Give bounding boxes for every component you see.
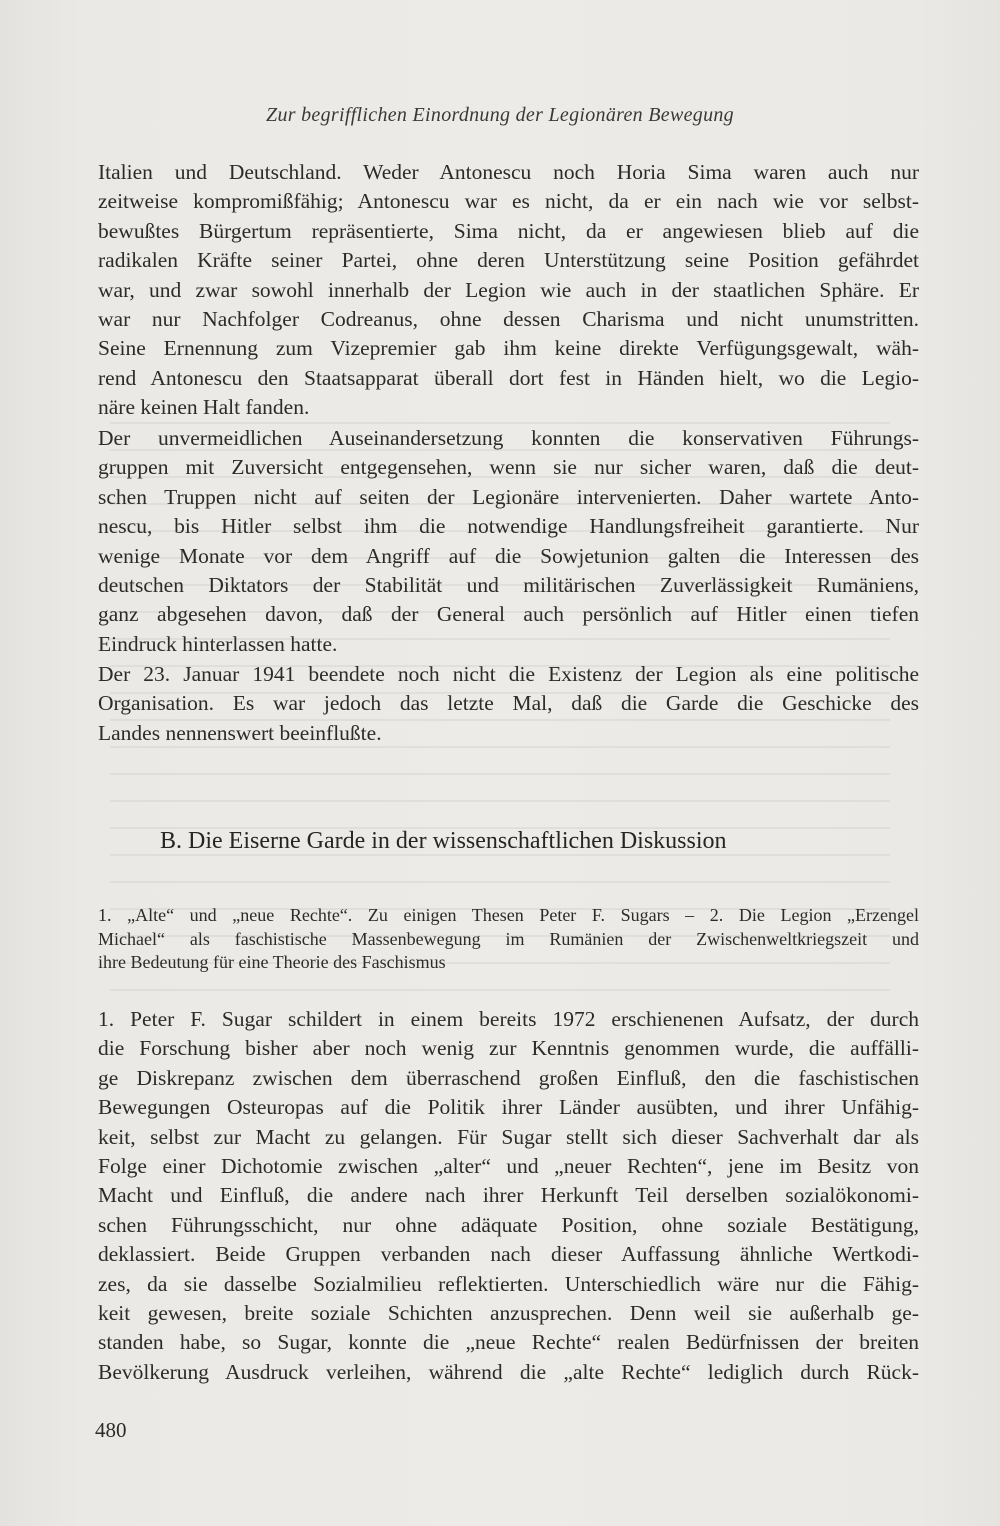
text-line: ge Diskrepanz zwischen dem überraschend großen Einfluß, den die faschistischen	[98, 1065, 919, 1090]
text-line: Seine Ernennung zum Vizepremier gab ihm keine direkte Verfügungsgewalt, wäh-	[98, 336, 919, 361]
text-line: radikalen Kräfte seiner Partei, ohne deren Unterstützung seine Position gefährdet	[98, 248, 919, 273]
text-line: Landes nennenswert beeinflußte.	[98, 720, 382, 745]
text-line: Bewegungen Osteuropas auf die Politik ihrer Länder ausübten, und ihrer Unfähig-	[98, 1095, 919, 1120]
text-line: standen habe, so Sugar, konnte die „neue Rechte“ realen Bedürfnissen der breiten	[98, 1330, 919, 1355]
text-line: deklassiert. Beide Gruppen verbanden nach dieser Auffassung ähnliche Wertkodi-	[98, 1242, 919, 1267]
text-line: schen Truppen nicht auf seiten der Legionäre intervenierten. Daher wartete Anto-	[98, 484, 919, 509]
paragraph-3	[98, 660, 919, 748]
text-line: zes, da sie dasselbe Sozialmilieu reflektierten. Unterschiedlich wäre nur die Fähig-	[98, 1271, 919, 1296]
text-line: Bevölkerung Ausdruck verleihen, während die „alte Rechte“ lediglich durch Rück-	[98, 1359, 919, 1384]
text-line: Der unvermeidlichen Auseinandersetzung konnten die konservativen Führungs-	[98, 426, 919, 450]
text-line: keit, selbst zur Macht zu gelangen. Für Sugar stellt sich dieser Sachverhalt dar als	[98, 1124, 919, 1149]
subtitle-line: 1. „Alte“ und „neue Rechte“. Zu einigen Thesen Peter F. Sugars – 2. Die Legion „Erzengel	[98, 905, 919, 925]
section-heading: B. Die Eiserne Garde in der wissenschaftlichen Diskussion	[160, 828, 727, 854]
text-line: war nur Nachfolger Codreanus, ohne dessen Charisma und nicht unumstritten.	[98, 307, 919, 332]
text-line: rend Antonescu den Staatsapparat überall dort fest in Händen hielt, wo die Legio-	[98, 365, 919, 390]
running-head: Zur begrifflichen Einordnung der Legionären Bewegung	[266, 104, 734, 126]
text-line: Eindruck hinterlassen hatte.	[98, 631, 338, 656]
text-line: 1. Peter F. Sugar schildert in einem bereits 1972 erschienenen Aufsatz, der durch	[98, 1007, 919, 1031]
text-line: Italien und Deutschland. Weder Antonescu noch Horia Sima waren auch nur	[98, 160, 919, 184]
text-line: Organisation. Es war jedoch das letzte Mal, daß die Garde die Geschicke des	[98, 691, 919, 716]
text-line: Folge einer Dichotomie zwischen „alter“ und „neuer Rechten“, jene im Besitz von	[98, 1154, 919, 1179]
paragraph-4	[98, 1005, 919, 1387]
text-line: Der 23. Januar 1941 beendete noch nicht die Existenz der Legion als eine politische	[98, 662, 919, 686]
subtitle-line: Michael“ als faschistische Massenbewegung im Rumänien der Zwischenweltkriegszeit und	[98, 928, 919, 949]
text-line: zeitweise kompromißfähig; Antonescu war es nicht, da er ein nach wie vor selbst-	[98, 189, 919, 214]
page-number: 480	[95, 1418, 127, 1442]
text-line: Macht und Einfluß, die andere nach ihrer Herkunft Teil derselben sozialökonomi-	[98, 1183, 919, 1208]
text-line: näre keinen Halt fanden.	[98, 395, 310, 420]
text-line: wenige Monate vor dem Angriff auf die Sowjetunion galten die Interessen des	[98, 543, 919, 568]
text-line: nescu, bis Hitler selbst ihm die notwendige Handlungsfreiheit garantierte. Nur	[98, 514, 919, 539]
text-line: deutschen Diktators der Stabilität und militärischen Zuverlässigkeit Rumäniens,	[98, 573, 919, 598]
subtitle-line: ihre Bedeutung für eine Theorie des Faschismus	[98, 952, 446, 972]
text-line: bewußtes Bürgertum repräsentierte, Sima nicht, da er angewiesen blieb auf die	[98, 218, 919, 243]
paragraph-2	[98, 424, 919, 659]
text-line: die Forschung bisher aber noch wenig zur Kenntnis genommen wurde, die auffälli-	[98, 1036, 919, 1061]
text-line: keit gewesen, breite soziale Schichten anzusprechen. Denn weil sie außerhalb ge-	[98, 1301, 919, 1326]
text-line: schen Führungsschicht, nur ohne adäquate Position, ohne soziale Bestätigung,	[98, 1212, 919, 1237]
paragraph-1	[98, 158, 919, 423]
text-line: war, und zwar sowohl innerhalb der Legion wie auch in der staatlichen Sphäre. Er	[98, 277, 919, 302]
text-line: ganz abgesehen davon, daß der General auch persönlich auf Hitler einen tiefen	[98, 602, 919, 627]
text-line: gruppen mit Zuversicht entgegensehen, wenn sie nur sicher waren, daß die deut-	[98, 455, 919, 480]
section-subtitle	[98, 904, 919, 975]
